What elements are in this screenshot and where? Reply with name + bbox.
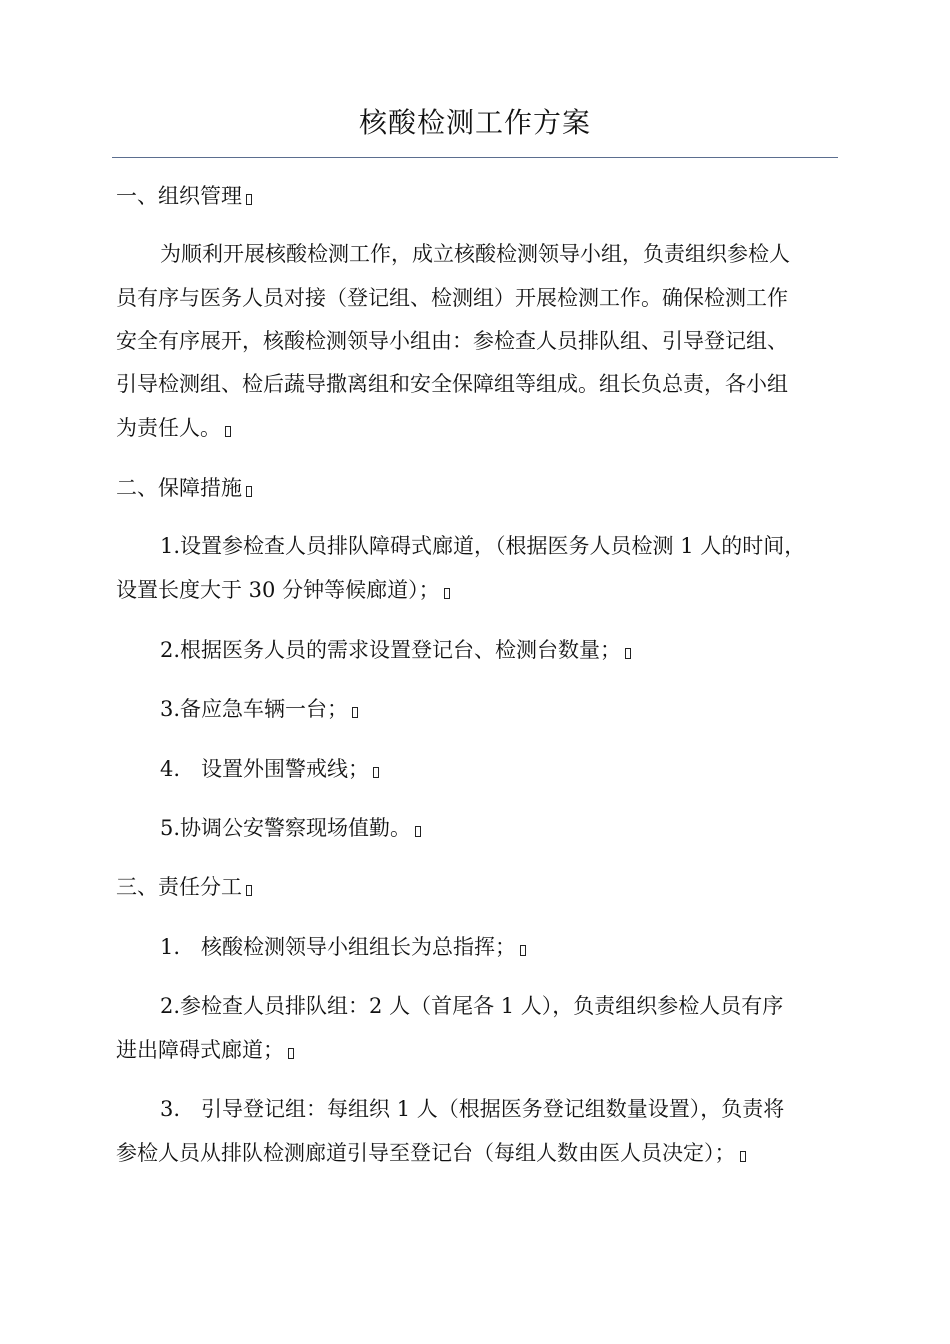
section-heading-responsibilities: 三、责任分工 xyxy=(116,873,252,901)
section-heading-measures: 二、保障措施 xyxy=(116,474,252,502)
paragraph-line: 为责任人。 xyxy=(116,414,231,442)
list-item: 1. 核酸检测领导小组组长为总指挥； xyxy=(160,933,526,961)
document-title: 核酸检测工作方案 xyxy=(358,106,591,139)
list-item: 5.协调公安警察现场值勤。 xyxy=(160,814,421,842)
paragraph-mark-icon xyxy=(520,945,526,956)
list-item: 2.根据医务人员的需求设置登记台、检测台数量； xyxy=(160,636,631,664)
section-heading-organization: 一、组织管理 xyxy=(116,182,252,210)
title-divider xyxy=(112,157,838,158)
list-item: 2.参检查人员排队组：2 人（首尾各 1 人），负责组织参检人员有序 xyxy=(160,994,784,1018)
paragraph-mark-icon xyxy=(625,648,631,659)
paragraph-mark-icon xyxy=(288,1048,294,1059)
list-item-continuation: 参检人员从排队检测廊道引导至登记台（每组人数由医人员决定）； xyxy=(116,1139,746,1167)
list-item-continuation: 设置长度大于 30 分钟等候廊道）； xyxy=(116,576,450,604)
paragraph-mark-icon xyxy=(415,826,421,837)
paragraph-line: 员有序与医务人员对接（登记组、检测组）开展检测工作。确保检测工作 xyxy=(116,286,788,310)
list-item: 1.设置参检查人员排队障碍式廊道，（根据医务人员检测 1 人的时间， xyxy=(160,534,806,558)
paragraph-mark-icon xyxy=(444,588,450,599)
list-item-continuation: 进出障碍式廊道； xyxy=(116,1036,294,1064)
paragraph-mark-icon xyxy=(373,767,379,778)
list-item: 4. 设置外围警戒线； xyxy=(160,755,379,783)
list-item: 3. 引导登记组：每组织 1 人（根据医务登记组数量设置），负责将 xyxy=(160,1097,785,1121)
paragraph-mark-icon xyxy=(246,194,252,205)
paragraph-mark-icon xyxy=(246,885,252,896)
paragraph-mark-icon xyxy=(246,486,252,497)
paragraph-mark-icon xyxy=(225,426,231,437)
paragraph-mark-icon xyxy=(352,707,358,718)
paragraph-mark-icon xyxy=(740,1151,746,1162)
paragraph-line: 安全有序展开，核酸检测领导小组由：参检查人员排队组、引导登记组、 xyxy=(116,329,788,353)
paragraph-line: 引导检测组、检后蔬导撒离组和安全保障组等组成。组长负总责，各小组 xyxy=(116,372,788,396)
list-item: 3.备应急车辆一台； xyxy=(160,695,358,723)
paragraph-line: 为顺利开展核酸检测工作，成立核酸检测领导小组，负责组织参检人 xyxy=(160,242,790,266)
